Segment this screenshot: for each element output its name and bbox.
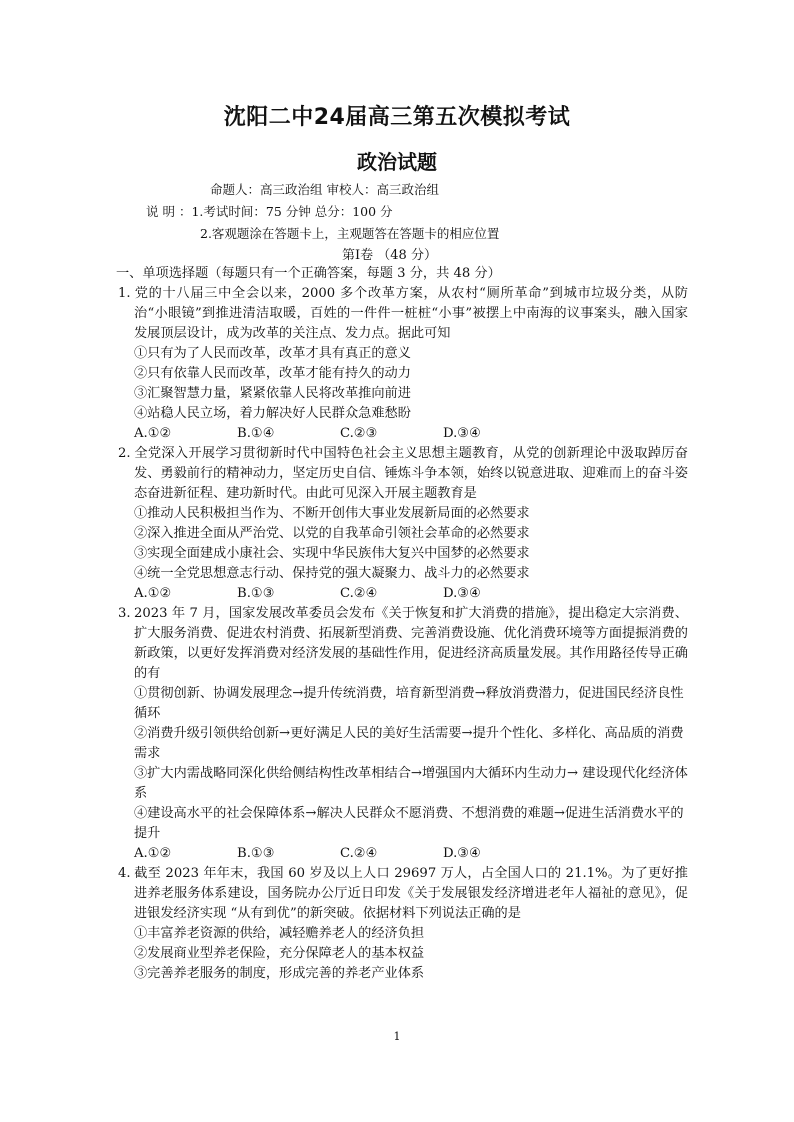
- statement-option: ③汇聚智慧力量，紧紧依靠人民将改革推向前进: [134, 386, 411, 401]
- question-stem: [118, 284, 688, 344]
- authors-line: 命题人：高三政治组 审校人：高三政治组: [210, 182, 439, 197]
- question-text: 截至 2023 年年末，我国 60 岁及以上人口 29697 万人，占全国人口的 21.1%。为了更好推进养老服务体系建设，国务院办公厅近日印发《关于发展银发经济增进老年人福祉的意见》，促进银发经济实现 “从有到优”的新突破。依据材料下列说法正确的是: [134, 866, 688, 921]
- question-3: [118, 604, 688, 864]
- answer-choices: [118, 844, 688, 864]
- question-stem: [118, 864, 688, 924]
- answer-choices: [118, 424, 688, 444]
- statement-option: ②深入推进全面从严治党、以党的自我革命引领社会革命的必然要求: [134, 526, 530, 541]
- page-number: 1: [393, 1030, 401, 1043]
- part-heading: 第Ⅰ卷 （48 分）: [342, 248, 437, 263]
- question-stem: [118, 444, 688, 504]
- statement-option: ④站稳人民立场，着力解决好人民群众急难愁盼: [134, 406, 411, 421]
- statement-option: ①只有为了人民而改革，改革才具有真正的意义: [134, 346, 411, 361]
- statement-option: ③扩大内需战略同深化供给侧结构性改革相结合→增强国内大循环内生动力→ 建设现代化经济体系: [134, 766, 688, 801]
- statement-option: ③实现全面建成小康社会、实现中华民族伟大复兴中国梦的必然要求: [134, 546, 530, 561]
- instructions-line-1: 说 明 ：1.考试时间：75 分钟 总分：100 分: [146, 204, 393, 219]
- question-4: [118, 864, 688, 984]
- statement-option: ③完善养老服务的制度，形成完善的养老产业体系: [134, 966, 425, 981]
- answer-choices: [118, 584, 688, 604]
- choice-d: D.③④: [443, 586, 481, 601]
- statement-option: ②发展商业型养老保险，充分保障老人的基本权益: [134, 946, 425, 961]
- choice-c: C.②③: [340, 426, 378, 441]
- choice-b: B.①③: [237, 586, 275, 601]
- choice-a: A.①②: [134, 586, 172, 601]
- statement-option: ④建设高水平的社会保障体系→解决人民群众不愿消费、不想消费的难题→促进生活消费水平的提升: [134, 806, 684, 841]
- exam-subtitle: 政治试题: [357, 150, 437, 174]
- statement-option: ①丰富养老资源的供给，减轻赡养老人的经济负担: [134, 926, 425, 941]
- choice-d: D.③④: [443, 846, 481, 861]
- question-text: 2023 年 7 月，国家发展改革委员会发布《关于恢复和扩大消费的措施》，提出稳定大宗消费、扩大服务消费、促进农村消费、拓展新型消费、完善消费设施、优化消费环境等方面提振消费的新政策，以更好发挥消费对经济发展的基础性作用，促进经济高质量发展。其作用路径传导正确的有: [134, 606, 688, 681]
- question-number: 4.: [118, 866, 131, 881]
- choice-b: B.①③: [237, 846, 275, 861]
- choice-d: D.③④: [443, 426, 481, 441]
- question-stem: [118, 604, 688, 684]
- question-number: 3.: [118, 606, 131, 621]
- section-heading: 一、单项选择题（每题只有一个正确答案，每题 3 分，共 48 分）: [116, 266, 501, 281]
- statement-option: ②只有依靠人民而改革，改革才能有持久的动力: [134, 366, 411, 381]
- question-2: [118, 444, 688, 604]
- choice-b: B.①④: [237, 426, 275, 441]
- question-number: 1.: [118, 286, 131, 301]
- choice-a: A.①②: [134, 846, 172, 861]
- statement-option: ②消费升级引领供给创新→更好满足人民的美好生活需要→提升个性化、多样化、高品质的消费需求: [134, 726, 684, 761]
- statement-option: ④统一全党思想意志行动、保持党的强大凝聚力、战斗力的必然要求: [134, 566, 530, 581]
- question-text: 全党深入开展学习贯彻新时代中国特色社会主义思想主题教育，从党的创新理论中汲取踔厉奋发、勇毅前行的精神动力，坚定历史自信、锤炼斗争本领，始终以锐意进取、迎难而上的奋斗姿态奋进新征程、建功新时代。由此可见深入开展主题教育是: [134, 446, 688, 501]
- choice-c: C.②④: [340, 586, 378, 601]
- question-1: [118, 284, 688, 444]
- question-text: 党的十八届三中全会以来，2000 多个改革方案，从农村“厕所革命”到城市垃圾分类，从防治“小眼镜”到推进清洁取暖，百姓的一件件一桩桩“小事”被摆上中南海的议事案头，融入国家发展顶层设计，成为改革的关注点、发力点。据此可知: [134, 286, 688, 341]
- choice-a: A.①②: [134, 426, 172, 441]
- statement-option: ①推动人民积极担当作为、不断开创伟大事业发展新局面的必然要求: [134, 506, 530, 521]
- questions-area: [118, 264, 688, 984]
- statement-option: ①贯彻创新、协调发展理念→提升传统消费，培育新型消费→释放消费潜力，促进国民经济良性循环: [134, 686, 684, 721]
- exam-title: 沈阳二中24届高三第五次模拟考试: [223, 105, 571, 130]
- instructions-line-2: 2.客观题涂在答题卡上，主观题答在答题卡的相应位置: [200, 226, 500, 241]
- choice-c: C.②④: [340, 846, 378, 861]
- question-number: 2.: [118, 446, 131, 461]
